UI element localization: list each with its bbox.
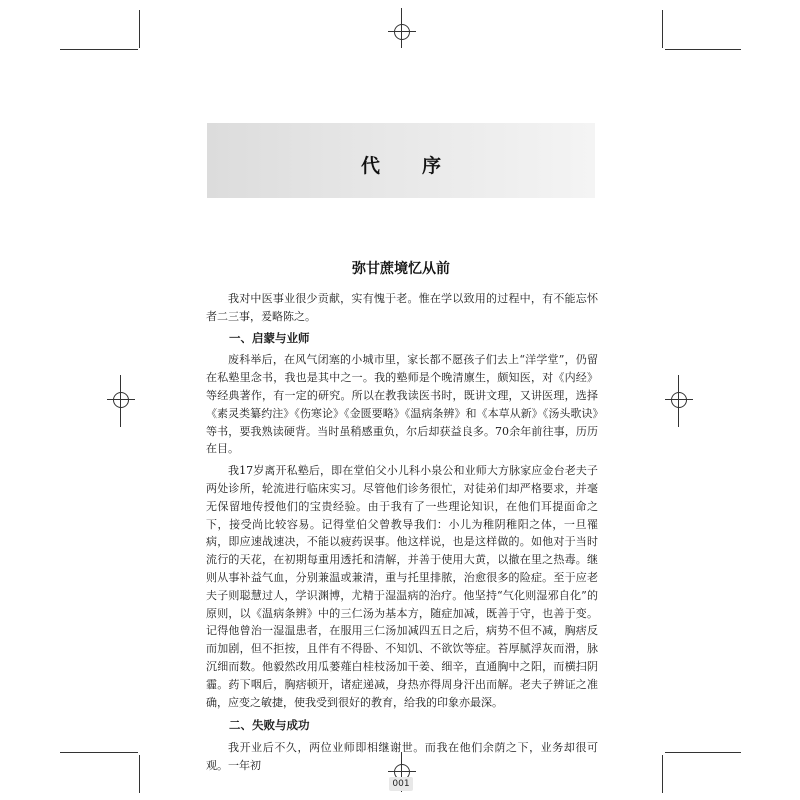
paragraph: 废科举后，在风气闭塞的小城市里，家长都不愿孩子们去上“洋学堂”，仍留在私塾里念书，我也是其中之一。我的塾师是个晚清廪生，颇知医，对《内经》等经典著作，有一定的研究。所以在教我读医书时，既讲文理，又讲医理，选择《素灵类纂约注》《伤寒论》《金匮要略》《温病条辨》和《本草从新》《汤头歌诀》等书，要我熟读硬背。当时虽稍感重负，尔后却获益良多。70余年前往事，历历在目。	[206, 353, 598, 456]
essay-title: 弥甘蔗境忆从前	[352, 261, 450, 277]
chapter-title: 代序	[360, 155, 483, 177]
paragraph: 我开业后不久，两位业师即相继谢世。而我在他们余荫之下，业务却很可观。一年初	[206, 741, 598, 772]
chapter-header-band	[207, 123, 595, 198]
section-heading: 二、失败与成功	[229, 718, 310, 733]
section-heading: 一、启蒙与业师	[229, 330, 310, 345]
crop-mark	[662, 10, 663, 48]
intro-paragraph: 我对中医事业很少贡献，实有愧于老。惟在学以致用的过程中，有不能忘怀者二三事，爰略陈之。	[206, 292, 598, 323]
crop-mark	[139, 755, 140, 793]
crop-mark	[665, 752, 741, 753]
paragraph: 我17岁离开私塾后，即在堂伯父小儿科小泉公和业师大方脉家应金台老夫子两处诊所，轮流进行临床实习。尽管他们诊务很忙，对徒弟们却严格要求，并毫无保留地传授他们的宝贵经验。由于我有了一些理论知识，在他们耳提面命之下，接受尚比较容易。记得堂伯父曾教导我们：小儿为稚阴稚阳之体，一旦罹病，即应速战速决，不能以疲药误事。他这样说，也是这样做的。如他对于当时流行的天花，在初期每重用透托和清解，并善于使用大黄，以撤在里之热毒。继则从事补益气血，分别兼温或兼清，重与托里排脓，治愈很多的险症。至于应老夫子则聪慧过人，学识渊博，尤精于湿温病的治疗。他坚持“气化则湿邪自化”的原则，以《温病条辨》中的三仁汤为基本方，随症加减，既善于守，也善于变。记得他曾治一湿温患者，在服用三仁汤加减四五日之后，病势不但不减，胸痞反而加剧，但不拒按，且伴有不得卧、不知饥、不欲饮等症。苔厚腻浮灰而滑，脉沉细而数。他毅然改用瓜蒌薤白桂枝汤加干姜、细辛，直通胸中之阳，而横扫阴霾。药下咽后，胸痞顿开，诸症递减，身热亦得周身汗出而解。老夫子辨证之准确，应变之敏捷，使我受到很好的教育，给我的印象亦最深。	[206, 464, 598, 709]
crop-mark	[60, 752, 138, 753]
crop-mark	[665, 49, 741, 50]
registration-mark-icon	[390, 20, 414, 44]
crop-mark	[139, 10, 140, 48]
registration-mark-icon	[109, 388, 133, 412]
crop-mark	[60, 49, 138, 50]
crop-mark	[401, 8, 402, 48]
registration-mark-icon	[667, 388, 691, 412]
crop-mark	[678, 375, 679, 427]
body-text	[206, 290, 598, 779]
crop-mark	[120, 375, 121, 427]
crop-mark	[662, 755, 663, 793]
page-number: 001	[389, 777, 413, 791]
